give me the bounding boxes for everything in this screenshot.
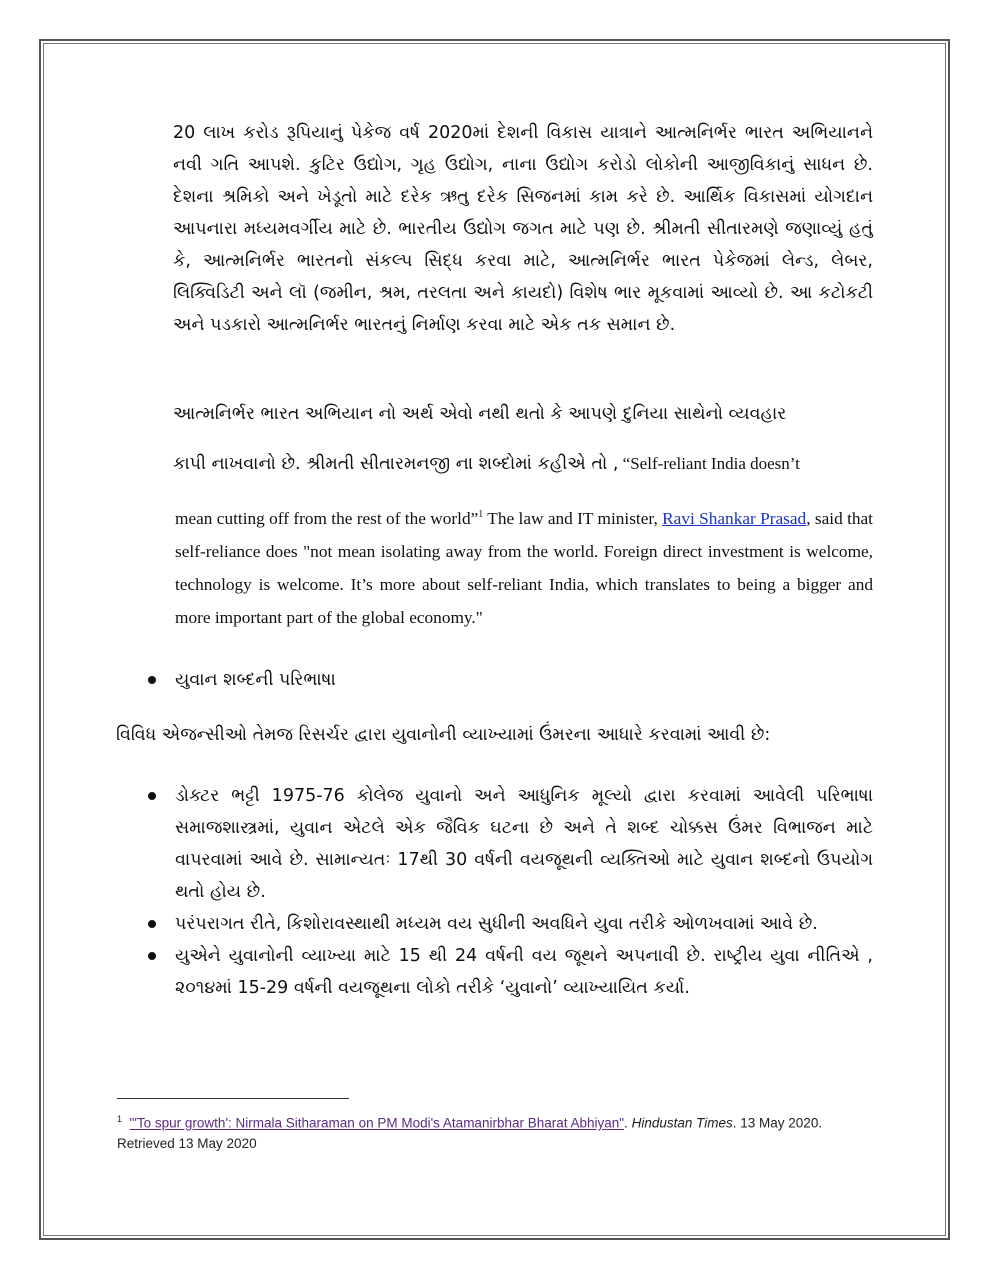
list-item <box>148 780 873 908</box>
bullet-dot-icon <box>148 952 156 960</box>
bullet-dot-icon <box>148 792 156 800</box>
section-heading-bullet <box>148 664 336 696</box>
definitions-intro: વિવિધ એજન્સીઓ તેમજ રિસર્ચર દ્વારા યુવાનોની વ્યાખ્યામાં ઉંમરના આધારે કરવામાં આવી છે: <box>116 725 771 745</box>
list-item-text: ડોક્ટર ભટ્ટી 1975-76 કોલેજ યુવાનો અને આધુનિક મૂલ્યો દ્વારા કરવામાં આવેલી પરિભાષા સમાજશાસ્ત્રમાં, યુવાન એટલે એક જૈવિક ઘટના છે અને તે શબ્દ ચોક્કસ ઉંમર વિભાજન માટે વાપરવામાં આવે છે. સામાન્યતઃ 17થી 30 વર્ષની વયજૂથની વ્યક્તિઓ માટે યુવાન શબ્દનો ઉપયોગ થતો હોય છે. <box>175 786 873 902</box>
footnote-number: 1 <box>117 1114 123 1124</box>
footnote-marker: 1 <box>478 509 484 521</box>
paragraph-quote-intro <box>173 448 873 480</box>
bullet-dot-icon <box>148 676 156 684</box>
ravi-shankar-prasad-link[interactable]: Ravi Shankar Prasad <box>662 509 807 528</box>
section-heading-text: યુવાન શબ્દની પરિભાષા <box>175 670 336 690</box>
footnote-separator <box>117 1098 349 1099</box>
bullet-dot-icon <box>148 920 156 928</box>
minister-quote: , said that self-reliance does "not mean isolating away from the world. Foreign direct investment is welcome, technology is welcome. It’s more about self-reliant India, which translates to being a bigger and more important part of the global economy." <box>175 509 873 627</box>
list-item <box>148 940 873 1004</box>
list-item <box>148 908 873 940</box>
definitions-list <box>148 780 873 1004</box>
quote-continuation: mean cutting off from the rest of the world” <box>175 509 479 528</box>
footnote-sep: . <box>624 1115 632 1131</box>
list-item-text: યુએને યુવાનોની વ્યાખ્યા માટે 15 થી 24 વર્ષની વય જૂથને અપનાવી છે. રાષ્ટ્રીય યુવા નીતિએ , ૨૦૧૪માં 15-29 વર્ષની વયજૂથના લોકો તરીકે ‘યુવાનો’ વ્યાખ્યાયિત કર્યા. <box>175 946 873 998</box>
footnote-source-link[interactable]: "'To spur growth': Nirmala Sitharaman on PM Modi's Atamanirbhar Bharat Abhiyan" <box>129 1115 625 1131</box>
minister-intro: The law and IT minister, <box>483 509 663 528</box>
paragraph-english-quote <box>175 502 873 634</box>
footnote-date: . 13 May 2020. Retrieved 13 May 2020 <box>117 1115 823 1151</box>
footnote <box>117 1109 877 1154</box>
quote-start-english: “Self-reliant India doesn’t <box>618 454 800 473</box>
footnote-publication: Hindustan Times <box>631 1115 733 1131</box>
paragraph-meaning-line: આત્મનિર્ભર ભારત અભિયાન નો અર્થ એવો નથી થતો કે આપણે દુનિયા સાથેનો વ્યવહાર <box>173 404 787 424</box>
list-item-text: પરંપરાગત રીતે, કિશોરાવસ્થાથી મધ્યમ વય સુધીની અવધિને યુવા તરીકે ઓળખવામાં આવે છે. <box>175 914 818 934</box>
paragraph-atmanirbhar-package: 20 લાખ કરોડ રૂપિયાનું પેકેજ વર્ષ 2020માં દેશની વિકાસ યાત્રાને આત્મનિર્ભર ભારત અભિયાનને નવી ગતિ આપશે. કુટિર ઉદ્યોગ, ગૃહ ઉદ્યોગ, નાના ઉદ્યોગ કરોડો લોકોની આજીવિકાનું સાધન છે. દેશના શ્રમિકો અને ખેડૂતો માટે દરેક ઋતુ દરેક સિજનમાં કામ કરે છે. આર્થિક વિકાસમાં યોગદાન આપનારા મધ્યમવર્ગીય માટે છે. ભારતીય ઉદ્યોગ જગત માટે પણ છે. શ્રીમતી સીતારમણે જણાવ્યું હતું કે, આત્મનિર્ભર ભારતનો સંકલ્પ સિદ્ધ કરવા માટે, આત્મનિર્ભર ભારત પેકેજમાં લેન્ડ, લેબર, લિક્વિડિટી અને લૉ (જમીન, શ્રમ, તરલતા અને કાયદો) વિશેષ ભાર મૂકવામાં આવ્યો છે. આ કટોકટી અને પડકારો આત્મનિર્ભર ભારતનું નિર્માણ કરવા માટે એક તક સમાન છે. <box>173 123 873 335</box>
quote-intro-gujarati: કાપી નાખવાનો છે. શ્રીમતી સીતારમનજી ના શબ્દોમાં કહીએ તો , <box>173 454 619 474</box>
